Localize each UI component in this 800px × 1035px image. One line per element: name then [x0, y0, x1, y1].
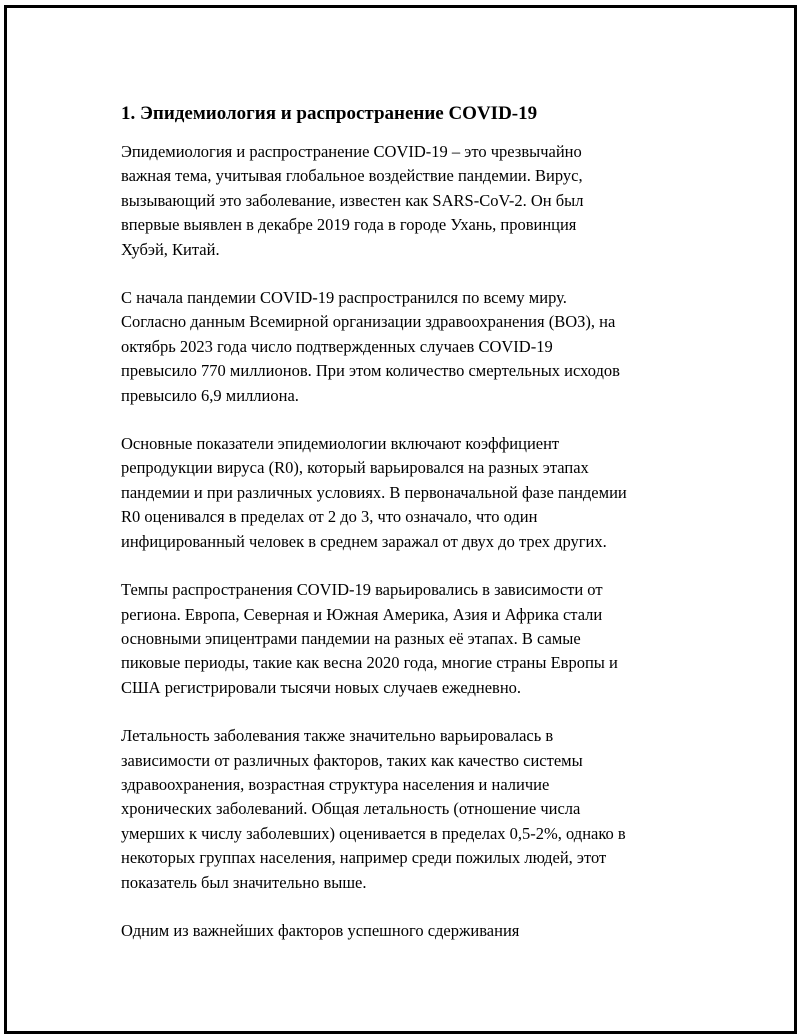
paragraph-line: Темпы распространения COVID-19 варьировались в зависимости от	[121, 580, 603, 600]
paragraph-line: основными эпицентрами пандемии на разных её этапах. В самые	[121, 628, 581, 648]
paragraph-line: Согласно данным Всемирной организации здравоохранения (ВОЗ), на	[121, 312, 616, 332]
paragraph-line: превысило 770 миллионов. При этом количество смертельных исходов	[121, 361, 620, 381]
paragraph	[121, 724, 721, 895]
paragraph-line: некоторых группах населения, например среди пожилых людей, этот	[121, 848, 607, 868]
section-heading: 1. Эпидемиология и распространение COVID-19	[121, 103, 538, 124]
paragraph-line: октябрь 2023 года число подтвержденных случаев COVID-19	[121, 336, 553, 356]
paragraph-line: зависимости от различных факторов, таких как качество системы	[121, 750, 583, 770]
paragraph	[121, 286, 721, 408]
paragraph-line: С начала пандемии COVID-19 распространился по всему миру.	[121, 288, 567, 308]
paragraph-line: R0 оценивался в пределах от 2 до 3, что означало, что один	[121, 507, 538, 527]
paragraph-line: Основные показатели эпидемиологии включают коэффициент	[121, 434, 560, 454]
paragraph-line: Хубэй, Китай.	[121, 239, 220, 259]
paragraph-line: важная тема, учитывая глобальное воздействие пандемии. Вирус,	[121, 166, 583, 186]
paragraph-line: хронических заболеваний. Общая летальность (отношение числа	[121, 799, 581, 819]
page-frame	[4, 5, 797, 1034]
paragraph	[121, 919, 721, 943]
paragraph-line: превысило 6,9 миллиона.	[121, 385, 299, 405]
paragraph-line: инфицированный человек в среднем заражал от двух до трех других.	[121, 531, 607, 551]
paragraph	[121, 578, 721, 700]
paragraph-line: Эпидемиология и распространение COVID-19 – это чрезвычайно	[121, 142, 582, 161]
paragraph-line: здравоохранения, возрастная структура населения и наличие	[121, 774, 550, 794]
paragraph-line: США регистрировали тысячи новых случаев ежедневно.	[121, 677, 522, 697]
paragraph-line: показатель был значительно выше.	[121, 872, 367, 892]
paragraph-line: Летальность заболевания также значительно варьировалась в	[121, 726, 554, 746]
paragraph-line: Одним из важнейших факторов успешного сдерживания	[121, 920, 520, 940]
paragraph-line: пандемии и при различных условиях. В первоначальной фазе пандемии	[121, 482, 627, 502]
paragraph-line: региона. Европа, Северная и Южная Америка, Азия и Африка стали	[121, 604, 603, 624]
paragraph-line: пиковые периоды, такие как весна 2020 года, многие страны Европы и	[121, 653, 618, 673]
paragraph-line: репродукции вируса (R0), который варьировался на разных этапах	[121, 458, 589, 478]
paragraph-line: впервые выявлен в декабре 2019 года в городе Ухань, провинция	[121, 215, 577, 235]
paragraph-list	[121, 140, 721, 943]
paragraph-line: умерших к числу заболевших) оценивается в пределах 0,5-2%, однако в	[121, 823, 626, 843]
paragraph	[121, 432, 721, 554]
paragraph	[121, 140, 721, 262]
document-body	[121, 100, 721, 943]
paragraph-line: вызывающий это заболевание, известен как SARS-CoV-2. Он был	[121, 190, 584, 210]
